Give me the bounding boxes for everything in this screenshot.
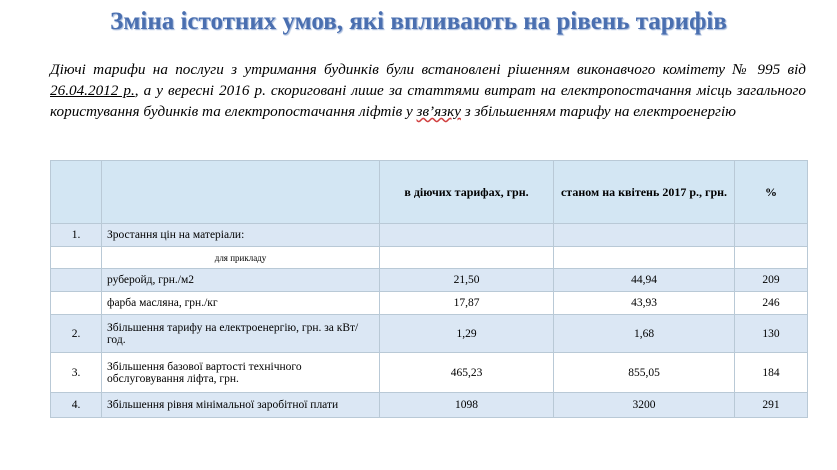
row-num: 2. — [51, 315, 102, 353]
row-pct: 209 — [735, 269, 808, 292]
row-pct — [735, 247, 808, 269]
row-april — [554, 224, 735, 247]
table-row — [51, 353, 808, 393]
intro-paragraph — [50, 59, 806, 122]
row-num: 3. — [51, 353, 102, 393]
table-row — [51, 224, 808, 247]
row-name: руберойд, грн./м2 — [102, 269, 380, 292]
header-num — [51, 161, 102, 224]
row-num — [51, 247, 102, 269]
intro-text-3: з збільшенням тарифу на електроенергію — [460, 103, 736, 120]
page-title: Зміна істотних умов, які впливають на рівень тарифів — [110, 8, 727, 35]
table-row — [51, 292, 808, 315]
table-row — [51, 393, 808, 418]
table-row — [51, 247, 808, 269]
row-name: Зростання цін на матеріали: — [102, 224, 380, 247]
header-name — [102, 161, 380, 224]
table-row — [51, 269, 808, 292]
row-pct: 291 — [735, 393, 808, 418]
row-name: для прикладу — [102, 247, 380, 269]
row-pct: 246 — [735, 292, 808, 315]
tariff-table — [50, 160, 808, 418]
row-april — [554, 247, 735, 269]
row-april: 44,94 — [554, 269, 735, 292]
row-current: 1098 — [380, 393, 554, 418]
row-current: 465,23 — [380, 353, 554, 393]
header-april: станом на квітень 2017 р., грн. — [554, 161, 735, 224]
row-num — [51, 269, 102, 292]
row-april: 3200 — [554, 393, 735, 418]
row-pct: 184 — [735, 353, 808, 393]
header-pct: % — [735, 161, 808, 224]
row-current: 17,87 — [380, 292, 554, 315]
row-pct: 130 — [735, 315, 808, 353]
row-num — [51, 292, 102, 315]
row-current — [380, 224, 554, 247]
table-header-row — [51, 161, 808, 224]
table-row — [51, 315, 808, 353]
row-current: 1,29 — [380, 315, 554, 353]
intro-word: зв’язку — [416, 103, 461, 120]
intro-text-2: , а у вересні 2016 р. скориговані лише за статтями витрат на електропостачання місць загального користування будинків та електропостачання ліфтів у — [50, 82, 806, 120]
row-name: Збільшення тарифу на електроенергію, грн. за кВт/год. — [102, 315, 380, 353]
row-april: 43,93 — [554, 292, 735, 315]
row-name: фарба масляна, грн./кг — [102, 292, 380, 315]
row-name: Збільшення рівня мінімальної заробітної плати — [102, 393, 380, 418]
row-current: 21,50 — [380, 269, 554, 292]
row-pct — [735, 224, 808, 247]
row-april: 1,68 — [554, 315, 735, 353]
row-name: Збільшення базової вартості технічного обслуговування ліфта, грн. — [102, 353, 380, 393]
header-current: в діючих тарифах, грн. — [380, 161, 554, 224]
row-num: 1. — [51, 224, 102, 247]
row-april: 855,05 — [554, 353, 735, 393]
row-num: 4. — [51, 393, 102, 418]
intro-text-1: Діючі тарифи на послуги з утримання будинків були встановлені рішенням виконавчого комітету № 995 від — [50, 61, 806, 78]
intro-date: 26.04.2012 р. — [50, 82, 135, 99]
row-current — [380, 247, 554, 269]
